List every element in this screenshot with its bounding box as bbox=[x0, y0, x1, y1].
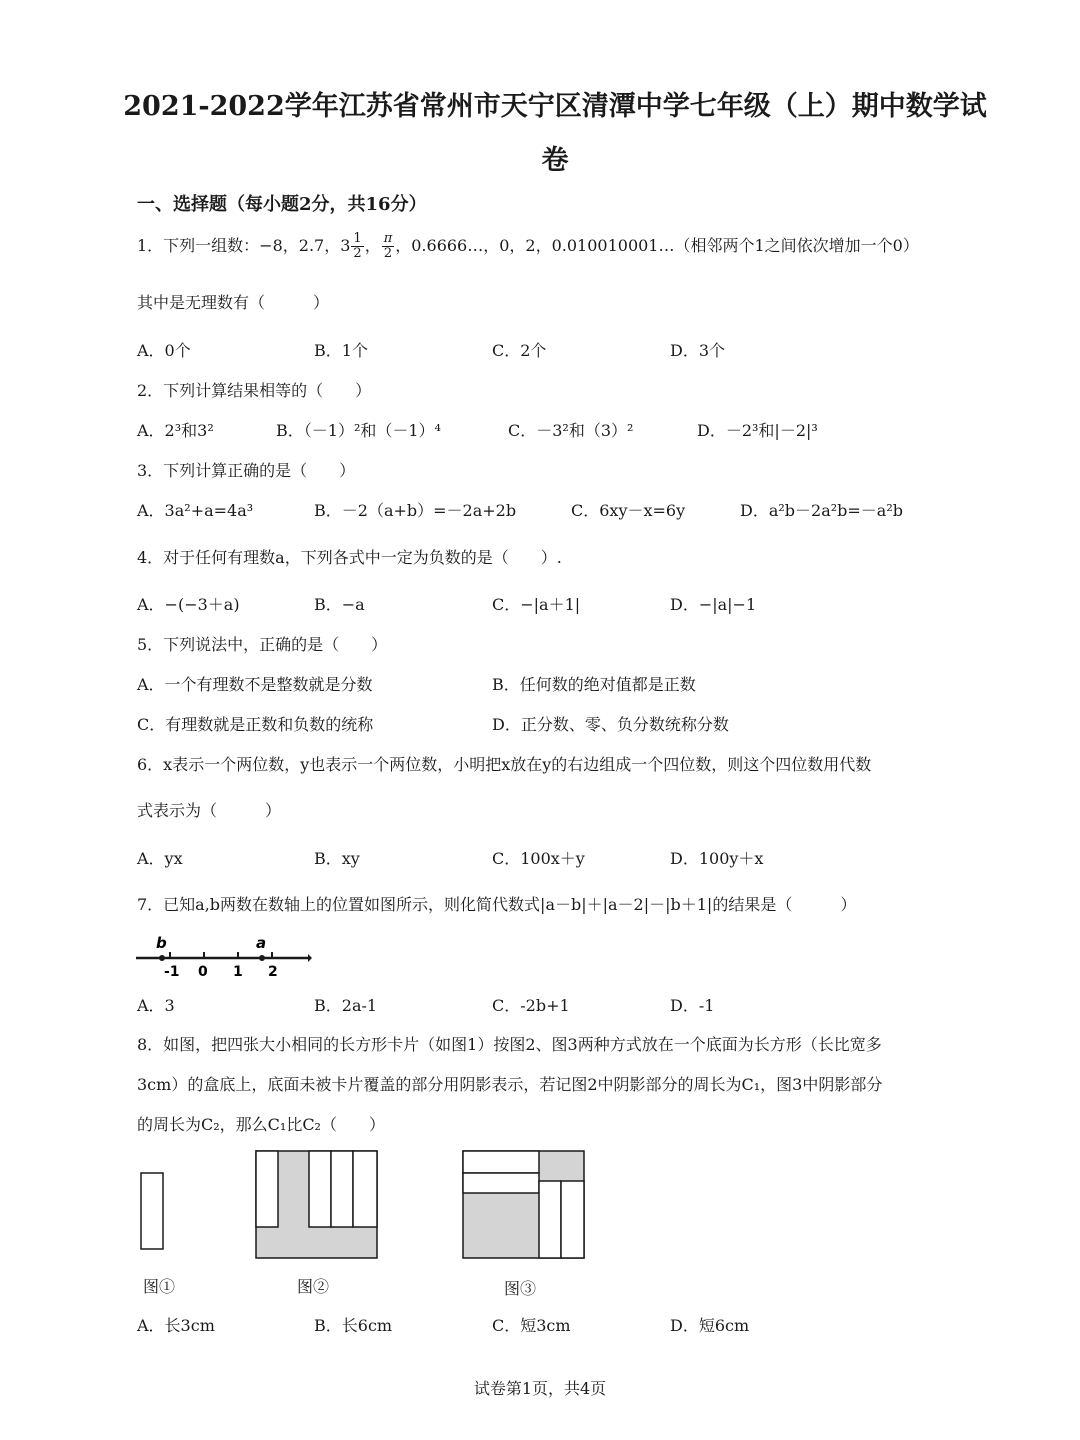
figure-3-card-1 bbox=[463, 1151, 539, 1173]
figure-2-label: 图② bbox=[297, 1277, 330, 1296]
tick-label-2: 2 bbox=[268, 964, 278, 980]
point-a bbox=[259, 955, 265, 961]
figure-3-card-3 bbox=[539, 1181, 561, 1258]
q3-option-b: B．－2（a+b）=－2a+2b bbox=[314, 501, 517, 520]
figure-2-card-1 bbox=[256, 1151, 278, 1227]
q6-option-d: D．100y＋x bbox=[670, 849, 764, 868]
q1-option-b: B．1个 bbox=[314, 341, 368, 360]
q1-option-a: A．0个 bbox=[137, 341, 191, 360]
number-line-arrow-icon bbox=[308, 954, 312, 962]
figure-2-card-4 bbox=[353, 1151, 377, 1227]
question-8-line3: 的周长为C₂，那么C₁比C₂（ ） bbox=[137, 1115, 385, 1134]
q7-option-b: B．2a-1 bbox=[314, 996, 378, 1015]
page-footer: 试卷第1页，共4页 bbox=[473, 1379, 607, 1398]
question-3-stem: 3．下列计算正确的是（ ） bbox=[137, 461, 356, 480]
q6-option-a: A．yx bbox=[137, 849, 183, 868]
figure-2-box bbox=[255, 1150, 379, 1260]
q8-option-c: C．短3cm bbox=[492, 1316, 571, 1335]
q3-option-c: C．6xy－x=6y bbox=[571, 501, 686, 520]
label-b: b bbox=[156, 934, 167, 952]
question-6-line1: 6．x表示一个两位数，y也表示一个两位数，小明把x放在y的右边组成一个四位数，则这个四位数用代数 bbox=[137, 755, 872, 774]
q5-option-b: B．任何数的绝对值都是正数 bbox=[492, 675, 696, 694]
q7-option-a: A．3 bbox=[137, 996, 175, 1015]
question-4-stem: 4．对于任何有理数a，下列各式中一定为负数的是（ ）. bbox=[137, 548, 562, 567]
q4-option-c: C．−|a＋1| bbox=[492, 595, 581, 614]
number-line-figure bbox=[134, 934, 314, 980]
label-a: a bbox=[256, 934, 267, 952]
tick-label-neg1: -1 bbox=[164, 964, 180, 980]
figure-2-card-2 bbox=[309, 1151, 331, 1227]
tick-label-0: 0 bbox=[198, 964, 208, 980]
q7-option-c: C．-2b+1 bbox=[492, 996, 570, 1015]
q2-option-a: A．2³和3² bbox=[137, 421, 214, 440]
q2-option-b: B．（－1）²和（－1）⁴ bbox=[276, 421, 441, 440]
q7-option-d: D．-1 bbox=[670, 996, 715, 1015]
exam-title-line1: 2021-2022学年江苏省常州市天宁区清潭中学七年级（上）期中数学试 bbox=[123, 91, 987, 122]
exam-title-line2: 卷 bbox=[541, 145, 569, 176]
question-5-stem: 5．下列说法中，正确的是（ ） bbox=[137, 635, 388, 654]
q6-option-c: C．100x＋y bbox=[492, 849, 585, 868]
q1-text-c: ，0.6666…，0，2，0.010010001…（相邻两个1之间依次增加一个0） bbox=[395, 236, 919, 255]
q5-option-a: A．一个有理数不是整数就是分数 bbox=[137, 675, 373, 694]
figure-1-label: 图① bbox=[143, 1277, 176, 1296]
q1-option-d: D．3个 bbox=[670, 341, 726, 360]
q8-option-b: B．长6cm bbox=[314, 1316, 393, 1335]
section-heading: 一、选择题（每小题2分，共16分） bbox=[137, 194, 427, 215]
q1-text-a: 1．下列一组数：−8，2.7，3 bbox=[137, 236, 351, 255]
card-rect bbox=[141, 1173, 163, 1249]
q5-option-c: C．有理数就是正数和负数的统称 bbox=[137, 715, 374, 734]
figure-2-card-3 bbox=[331, 1151, 353, 1227]
q1-fraction-pi: $\frac{\pi}{2}$ bbox=[383, 231, 393, 261]
tick-label-1: 1 bbox=[233, 964, 243, 980]
question-7-stem: 7．已知a,b两数在数轴上的位置如图所示，则化简代数式|a－b|＋|a－2|－|b＋1|的结果是（ ） bbox=[137, 895, 857, 914]
q2-option-d: D．－2³和|－2|³ bbox=[697, 421, 818, 440]
q4-option-a: A．−(−3＋a) bbox=[137, 595, 240, 614]
figure-3-card-2 bbox=[463, 1173, 539, 1193]
question-1-line2: 其中是无理数有（ ） bbox=[137, 293, 330, 312]
q8-option-d: D．短6cm bbox=[670, 1316, 750, 1335]
q1-text-b: ， bbox=[364, 236, 381, 255]
figure-3-box bbox=[462, 1150, 586, 1260]
q5-option-d: D．正分数、零、负分数统称分数 bbox=[492, 715, 729, 734]
question-8-line1: 8．如图，把四张大小相同的长方形卡片（如图1）按图2、图3两种方式放在一个底面为长方形（长比宽多 bbox=[137, 1035, 882, 1054]
point-b bbox=[159, 955, 165, 961]
question-1-stem bbox=[137, 232, 919, 261]
question-6-line2: 式表示为（ ） bbox=[137, 801, 282, 820]
question-8-line2: 3cm）的盒底上，底面未被卡片覆盖的部分用阴影表示，若记图2中阴影部分的周长为C₁，图3中阴影部分 bbox=[137, 1075, 883, 1094]
question-2-stem: 2．下列计算结果相等的（ ） bbox=[137, 381, 372, 400]
q4-option-d: D．−|a|−1 bbox=[670, 595, 757, 614]
q3-option-a: A．3a²+a=4a³ bbox=[137, 501, 254, 520]
figure-1-card bbox=[140, 1172, 166, 1252]
q1-fraction-half: $\frac{1}{2}$ bbox=[353, 231, 362, 261]
q6-option-b: B．xy bbox=[314, 849, 360, 868]
q2-option-c: C．－3²和（3）² bbox=[508, 421, 634, 440]
q1-option-c: C．2个 bbox=[492, 341, 547, 360]
q3-option-d: D．a²b－2a²b=－a²b bbox=[740, 501, 904, 520]
figure-3-card-4 bbox=[561, 1181, 584, 1258]
figure-3-label: 图③ bbox=[504, 1279, 537, 1298]
q8-option-a: A．长3cm bbox=[137, 1316, 215, 1335]
q4-option-b: B．−a bbox=[314, 595, 365, 614]
